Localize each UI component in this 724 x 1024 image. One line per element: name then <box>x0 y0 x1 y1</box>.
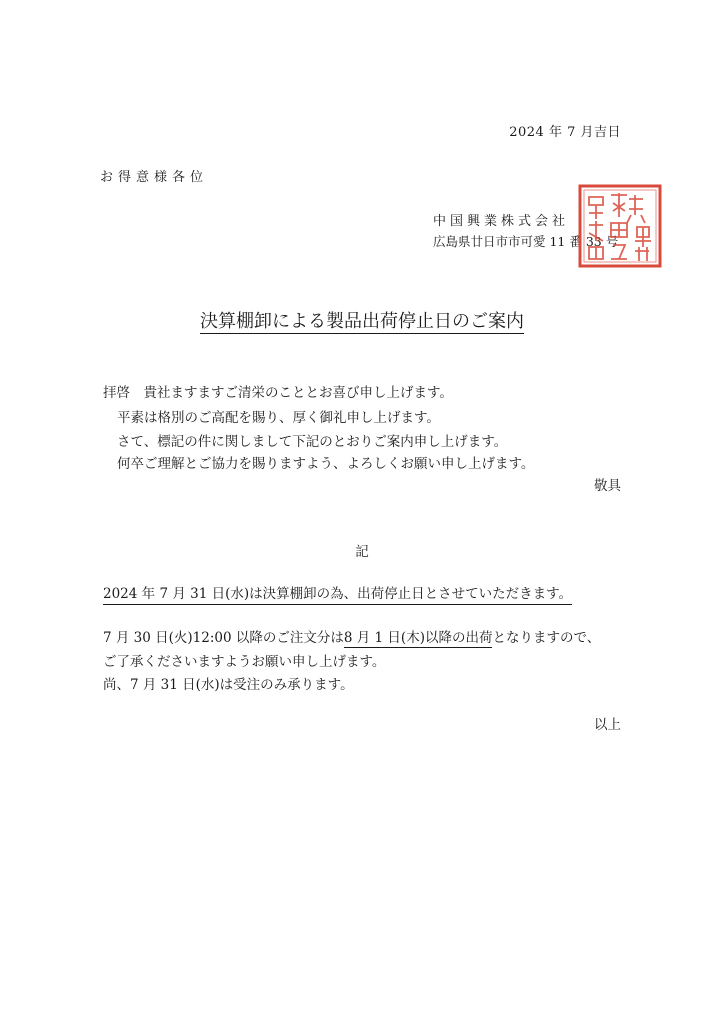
details-line-1: 7 月 30 日(火)12:00 以降のご注文分は8 月 1 日(木)以降の出荷となりますので、 <box>103 630 601 646</box>
end-ijou: 以上 <box>594 717 621 733</box>
greeting-line-4: 何卒ご理解とご協力を賜りますよう、よろしくお願い申し上げます。 <box>117 456 535 472</box>
details-line-2: ご了承くださいますようお願い申し上げます。 <box>103 654 386 670</box>
document-date: 2024 年 7 月吉日 <box>509 125 621 140</box>
notice-line: 2024 年 7 月 31 日(水)は決算棚卸の為、出荷停止日とさせていただきます。 <box>103 582 572 602</box>
addressee: お得意様各位 <box>100 170 209 185</box>
greeting-line-1: 拝啓 貴社ますますご清栄のこととお喜び申し上げます。 <box>103 385 453 401</box>
document-title: 決算棚卸による製品出荷停止日のご案内 <box>200 311 524 332</box>
greeting-line-3: さて、標記の件に関しまして下記のとおりご案内申し上げます。 <box>117 434 508 450</box>
details-line-3: 尚、7 月 31 日(水)は受注のみ承ります。 <box>103 677 354 693</box>
closing-keigu: 敬具 <box>594 478 621 494</box>
sender-address: 広島県廿日市市可愛 11 番 33 号 <box>433 234 619 249</box>
shipping-date-highlight: 8 月 1 日(木)以降の出荷 <box>343 630 493 646</box>
ki-heading: 記 <box>355 544 369 560</box>
greeting-line-2: 平素は格別のご高配を賜り、厚く御礼申し上げます。 <box>117 410 440 426</box>
company-seal-stamp <box>577 183 663 269</box>
sender-company: 中国興業株式会社 <box>433 214 570 229</box>
